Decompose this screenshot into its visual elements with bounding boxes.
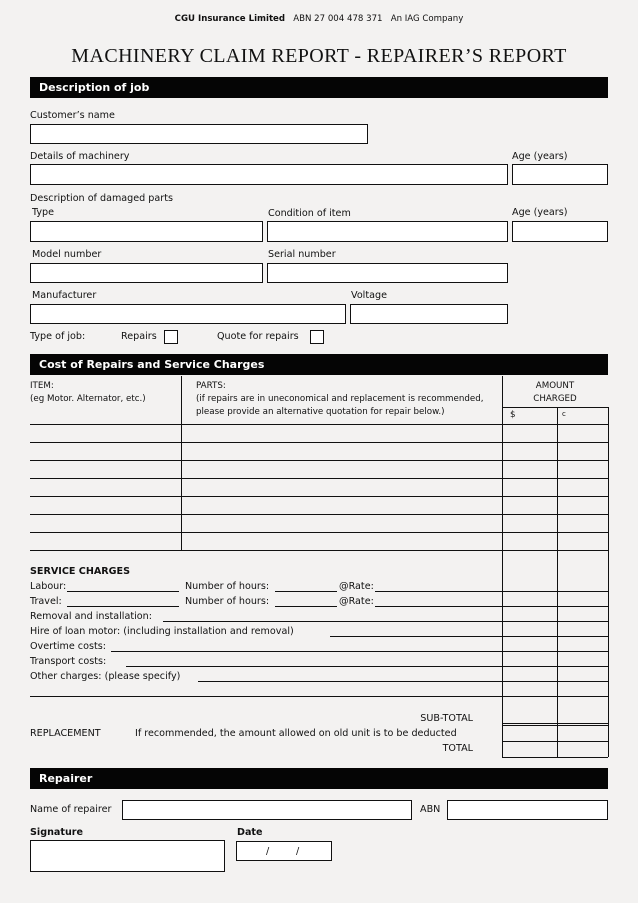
travel-rate-line[interactable] <box>375 606 608 607</box>
removal-label: Removal and installation: <box>30 611 152 622</box>
company-name: CGU Insurance Limited <box>174 14 286 24</box>
signature-label: Signature <box>30 827 84 838</box>
subtotal-rule-1 <box>502 723 608 724</box>
type-label: Type <box>32 207 55 218</box>
total-label: TOTAL <box>442 743 473 754</box>
table-rule <box>30 514 608 515</box>
table-rule <box>30 550 608 551</box>
parts-age-label: Age (years) <box>512 207 568 218</box>
subtotal-rule-2 <box>502 725 608 726</box>
travel-label: Travel: <box>30 596 62 607</box>
parts-age-field[interactable] <box>512 221 608 242</box>
amount-header: AMOUNT <box>535 381 575 391</box>
table-rule <box>30 496 608 497</box>
transport-label: Transport costs: <box>30 656 107 667</box>
hire-line[interactable] <box>330 636 608 637</box>
condition-label: Condition of item <box>268 208 351 219</box>
company-header <box>0 14 638 24</box>
machinery-age-field[interactable] <box>512 164 608 185</box>
labour-rate-line[interactable] <box>375 591 608 592</box>
replacement-label: REPLACEMENT <box>30 728 101 739</box>
customer-name-label: Customer’s name <box>30 110 115 121</box>
repairs-checkbox[interactable] <box>164 330 178 344</box>
labour-label: Labour: <box>30 581 67 592</box>
parts-note-2: please provide an alternative quotation for repair below.) <box>196 407 445 417</box>
table-rule <box>30 442 608 443</box>
model-number-label: Model number <box>32 249 102 260</box>
details-of-machinery-label: Details of machinery <box>30 151 130 162</box>
item-header: ITEM: <box>30 381 54 391</box>
age-label: Age (years) <box>512 151 568 162</box>
parts-header: PARTS: <box>196 381 226 391</box>
page-title: MACHINERY CLAIM REPORT - REPAIRER’S REPORT <box>71 45 567 67</box>
table-rule <box>30 460 608 461</box>
manufacturer-label: Manufacturer <box>32 290 97 301</box>
details-of-machinery-field[interactable] <box>30 164 508 185</box>
serial-number-field[interactable] <box>267 263 508 283</box>
total-rule <box>502 757 608 758</box>
item-example: (eg Motor. Alternator, etc.) <box>30 394 146 404</box>
transport-line[interactable] <box>126 666 608 667</box>
table-rule <box>30 478 608 479</box>
travel-hours-line[interactable] <box>275 606 337 607</box>
section-heading-repairer: Repairer <box>30 768 608 789</box>
labour-hours-label: Number of hours: <box>185 581 270 592</box>
replacement-note: If recommended, the amount allowed on old unit is to be deducted <box>135 728 457 739</box>
labour-rate-label: @Rate: <box>339 581 374 592</box>
type-field[interactable] <box>30 221 263 242</box>
repairer-name-label: Name of repairer <box>30 804 112 815</box>
table-rule <box>30 532 608 533</box>
travel-rate-label: @Rate: <box>339 596 374 607</box>
item-column-divider <box>181 376 182 550</box>
amount-column-left <box>502 376 503 757</box>
abn-label: ABN <box>420 804 441 815</box>
overtime-line[interactable] <box>111 651 608 652</box>
voltage-label: Voltage <box>351 290 387 301</box>
repairer-name-field[interactable] <box>122 800 412 820</box>
hire-label: Hire of loan motor: (including installation and removal) <box>30 626 294 637</box>
condition-field[interactable] <box>267 221 508 242</box>
overtime-label: Overtime costs: <box>30 641 106 652</box>
travel-line[interactable] <box>67 606 179 607</box>
company-abn: ABN 27 004 478 371 <box>293 14 383 24</box>
damaged-parts-label: Description of damaged parts <box>30 193 173 204</box>
type-of-job-label: Type of job: <box>30 331 86 342</box>
dollars-label: $ <box>510 410 516 420</box>
manufacturer-field[interactable] <box>30 304 346 324</box>
subtotal-label: SUB-TOTAL <box>420 713 473 724</box>
dollars-cents-divider <box>557 407 558 757</box>
other-charges-line[interactable] <box>198 681 608 682</box>
other-charges-label: Other charges: (please specify) <box>30 671 181 682</box>
labour-hours-line[interactable] <box>275 591 337 592</box>
quote-for-repairs-label: Quote for repairs <box>217 331 299 342</box>
parts-note-1: (if repairs are in uneconomical and replacement is recommended, <box>196 394 484 404</box>
amount-header-rule <box>502 407 608 408</box>
other-charges-line-2[interactable] <box>30 696 608 697</box>
amount-column-right <box>608 407 609 757</box>
cents-label: c <box>562 410 566 418</box>
date-field[interactable] <box>236 841 332 861</box>
charged-header: CHARGED <box>533 394 577 404</box>
replacement-rule <box>502 741 608 742</box>
repairs-label: Repairs <box>121 331 157 342</box>
company-group: An IAG Company <box>390 14 464 24</box>
abn-field[interactable] <box>447 800 608 820</box>
section-heading-cost-of-repairs: Cost of Repairs and Service Charges <box>30 354 608 375</box>
voltage-field[interactable] <box>350 304 508 324</box>
labour-line[interactable] <box>67 591 179 592</box>
date-separator-1: / <box>266 846 270 857</box>
signature-field[interactable] <box>30 840 225 872</box>
removal-line[interactable] <box>163 621 608 622</box>
date-label: Date <box>237 827 263 838</box>
quote-for-repairs-checkbox[interactable] <box>310 330 324 344</box>
service-charges-heading: SERVICE CHARGES <box>30 566 130 577</box>
model-number-field[interactable] <box>30 263 263 283</box>
serial-number-label: Serial number <box>268 249 336 260</box>
section-heading-description-of-job: Description of job <box>30 77 608 98</box>
date-separator-2: / <box>296 846 300 857</box>
customer-name-field[interactable] <box>30 124 368 144</box>
table-rule <box>30 424 608 425</box>
travel-hours-label: Number of hours: <box>185 596 270 607</box>
